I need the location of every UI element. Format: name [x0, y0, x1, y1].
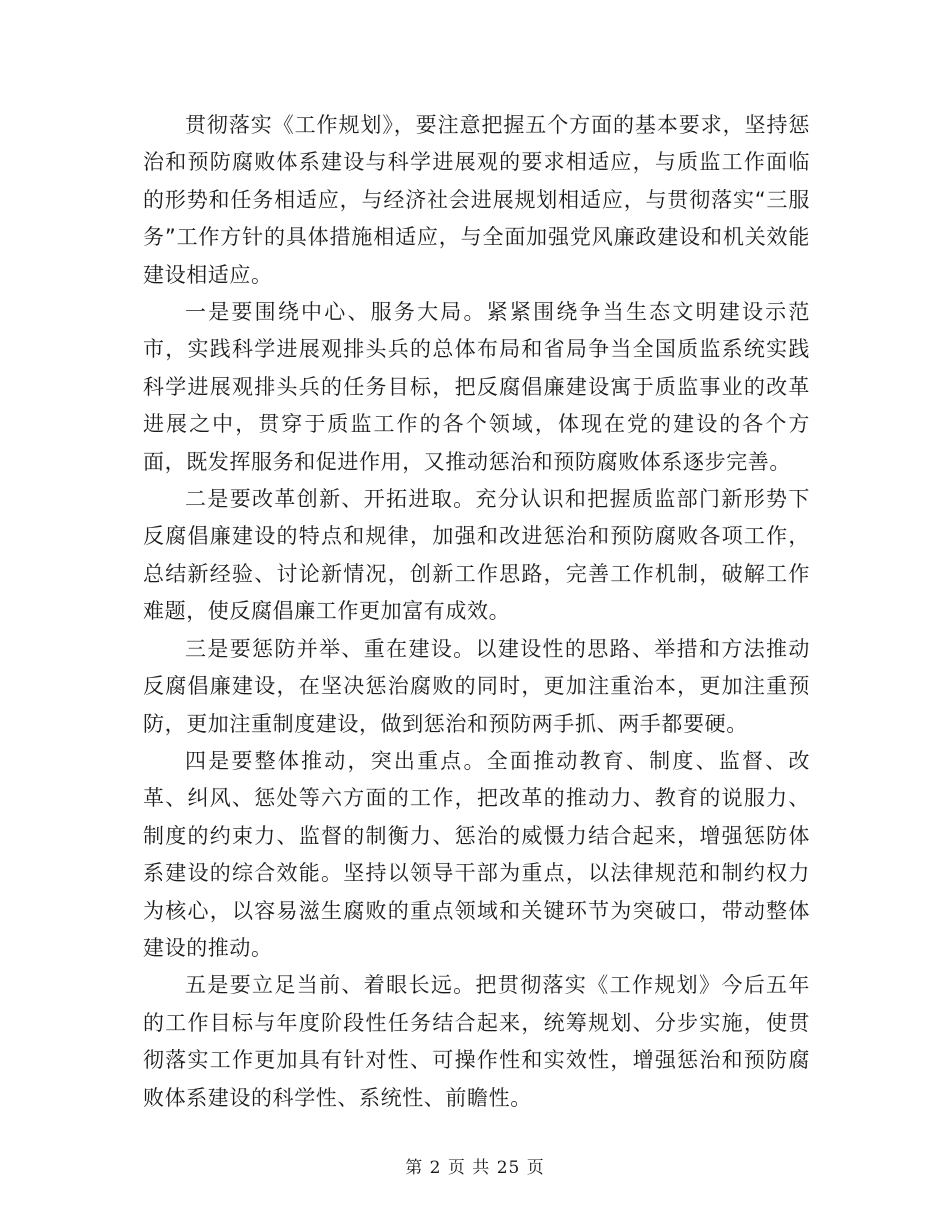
- paragraph-point-1: 一是要围绕中心、服务大局。紧紧围绕争当生态文明建设示范市，实践科学进展观排头兵的总体布局和省局争当全国质监系统实践科学进展观排头兵的任务目标，把反腐倡廉建设寓于质监事业的改革进展之中，贯穿于质监工作的各个领域，体现在党的建设的各个方面，既发挥服务和促进作用，又推动惩治和预防腐败体系逐步完善。: [143, 300, 810, 474]
- document-body: [143, 107, 810, 1117]
- paragraph-point-3: 三是要惩防并举、重在建设。以建设性的思路、举措和方法推动反腐倡廉建设，在坚决惩治腐败的同时，更加注重治本，更加注重预防，更加注重制度建设，做到惩治和预防两手抓、两手都要硬。: [143, 636, 810, 736]
- paragraph-point-5: 五是要立足当前、着眼长远。把贯彻落实《工作规划》今后五年的工作目标与年度阶段性任务结合起来，统筹规划、分步实施，使贯彻落实工作更加具有针对性、可操作性和实效性，增强惩治和预防腐败体系建设的科学性、系统性、前瞻性。: [143, 973, 810, 1110]
- paragraph-point-4: 四是要整体推动，突出重点。全面推动教育、制度、监督、改革、纠风、惩处等六方面的工作，把改革的推动力、教育的说服力、制度的约束力、监督的制衡力、惩治的威慑力结合起来，增强惩防体系建设的综合效能。坚持以领导干部为重点，以法律规范和制约权力为核心，以容易滋生腐败的重点领域和关键环节为突破口，带动整体建设的推动。: [143, 748, 810, 960]
- paragraph-point-2: 二是要改革创新、开拓进取。充分认识和把握质监部门新形势下反腐倡廉建设的特点和规律，加强和改进惩治和预防腐败各项工作，总结新经验、讨论新情况，创新工作思路，完善工作机制，破解工作难题，使反腐倡廉工作更加富有成效。: [143, 487, 810, 624]
- page-number-footer: 第 2 页 共 25 页: [405, 1158, 545, 1178]
- paragraph-intro: 贯彻落实《工作规划》，要注意把握五个方面的基本要求，坚持惩治和预防腐败体系建设与科学进展观的要求相适应，与质监工作面临的形势和任务相适应，与经济社会进展规划相适应，与贯彻落实“三服务”工作方针的具体措施相适应，与全面加强党风廉政建设和机关效能建设相适应。: [143, 113, 810, 287]
